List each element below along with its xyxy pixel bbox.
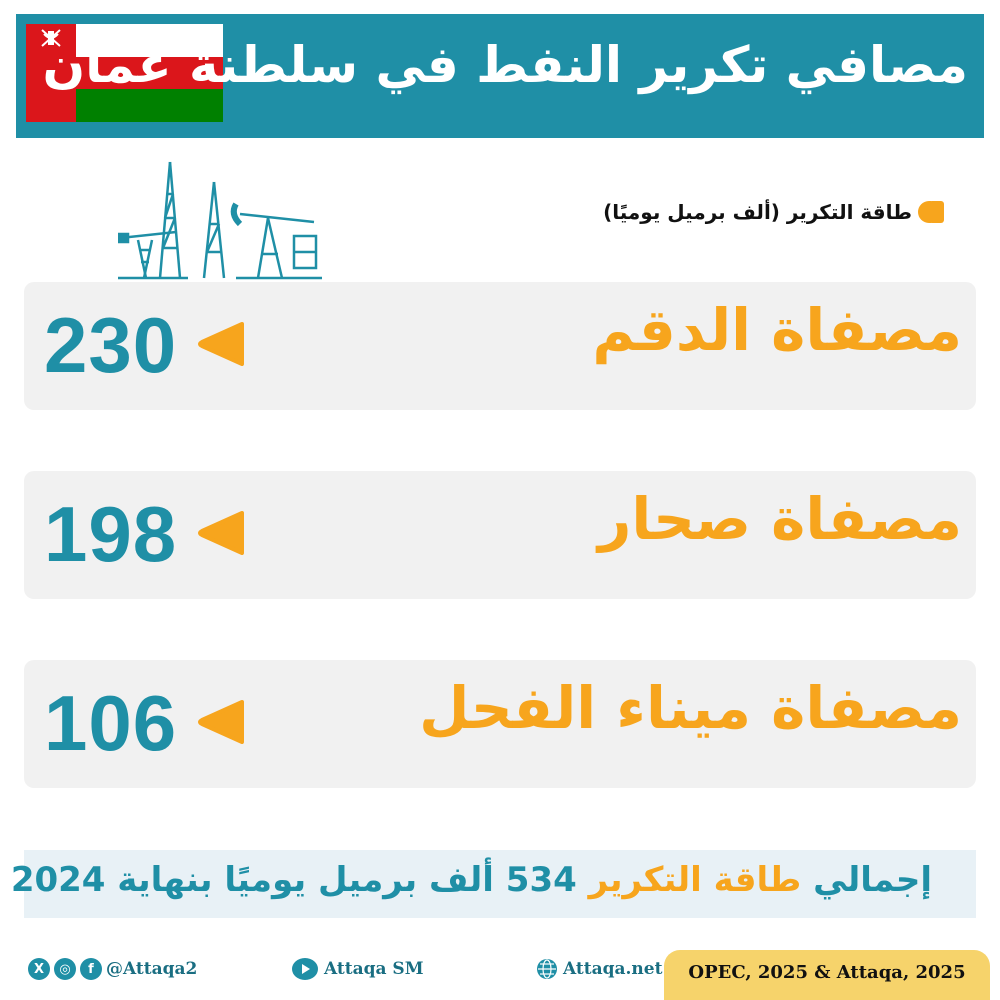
unit-label: طاقة التكرير (ألف برميل يوميًا) xyxy=(603,200,912,224)
pointer-icon xyxy=(198,322,246,366)
refinery-row xyxy=(24,282,976,410)
refinery-row xyxy=(24,660,976,788)
refinery-capacity: 106 xyxy=(44,679,178,767)
page-title: مصافي تكرير النفط في سلطنة عمان xyxy=(42,36,968,94)
oil-rigs-illustration xyxy=(118,158,322,280)
facebook-icon[interactable]: f xyxy=(80,958,102,980)
footer xyxy=(0,944,1000,1000)
pointer-icon xyxy=(198,700,246,744)
youtube-link[interactable] xyxy=(292,958,424,980)
instagram-icon[interactable]: ◎ xyxy=(54,958,76,980)
globe-icon xyxy=(536,958,558,980)
total-number: 534 xyxy=(505,860,577,900)
refinery-row xyxy=(24,471,976,599)
refinery-capacity: 230 xyxy=(44,301,178,389)
website-label: Attaqa.net xyxy=(563,959,663,979)
source-label: OPEC, 2025 & Attaqa, 2025 xyxy=(688,962,966,983)
source-box xyxy=(664,950,990,1000)
legend-marker-icon xyxy=(918,201,942,223)
x-icon[interactable]: X xyxy=(28,958,50,980)
youtube-icon xyxy=(292,958,318,980)
total-year: 2024 xyxy=(10,860,106,900)
social-handle[interactable]: @Attaqa2 xyxy=(106,959,198,979)
social-links xyxy=(28,958,197,980)
total-banner xyxy=(10,850,976,918)
total-prefix: إجمالي xyxy=(813,860,932,900)
website-link[interactable] xyxy=(536,958,662,980)
youtube-label: Attaqa SM xyxy=(324,959,424,979)
unit-legend xyxy=(603,200,942,224)
header-banner xyxy=(16,14,984,138)
refinery-name: مصفاة ميناء الفحل xyxy=(419,674,962,742)
refinery-capacity: 198 xyxy=(44,490,178,578)
total-text xyxy=(11,860,932,900)
refinery-name: مصفاة صحار xyxy=(597,485,962,553)
pointer-icon xyxy=(198,511,246,555)
refinery-name: مصفاة الدقم xyxy=(592,296,962,364)
total-rest: ألف برميل يوميًا بنهاية xyxy=(117,860,494,900)
total-highlight: طاقة التكرير xyxy=(588,860,802,900)
